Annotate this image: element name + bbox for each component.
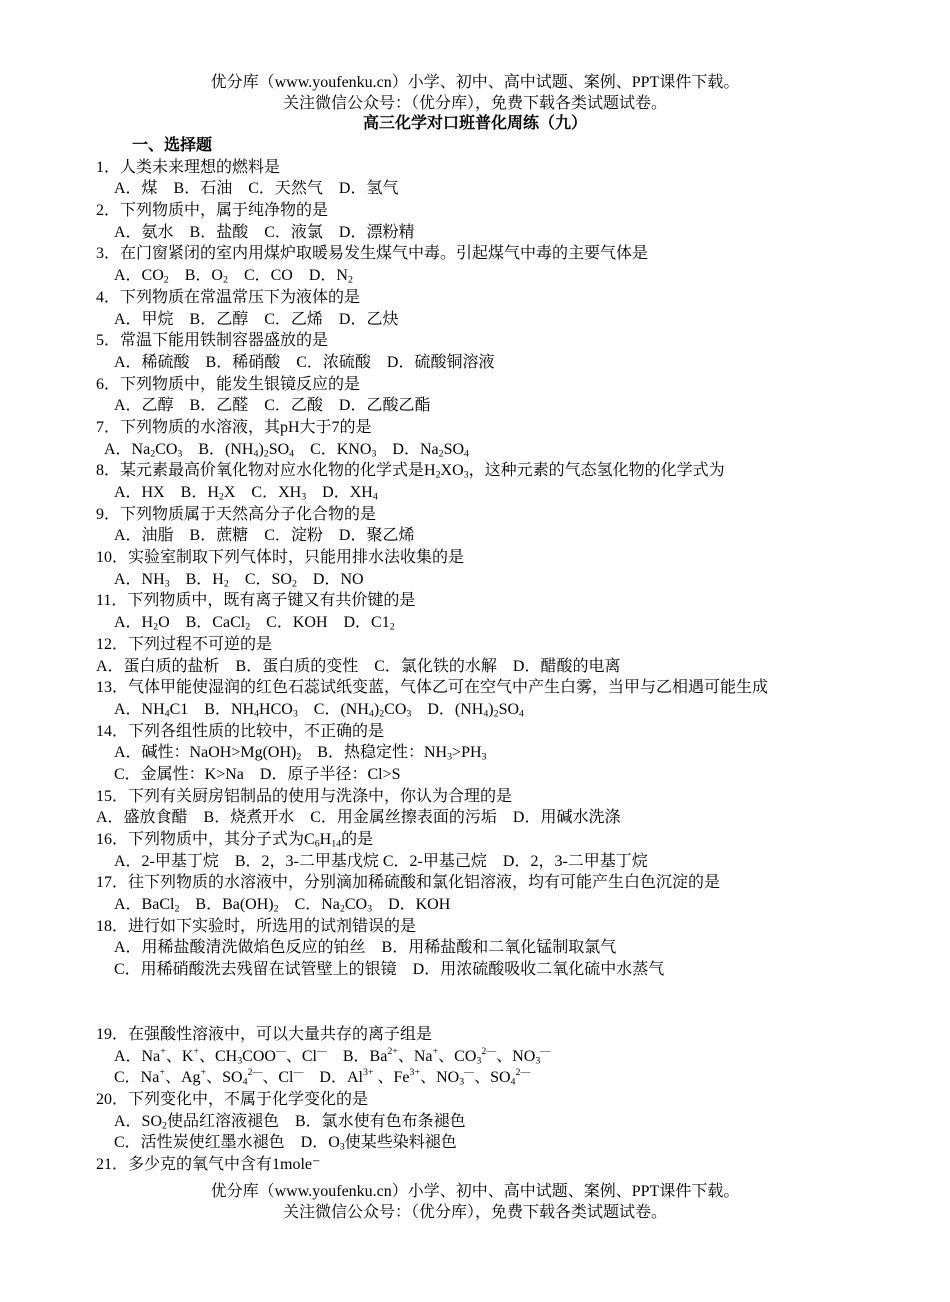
question-17-options: A．BaCl$_2$ B．$Ba(OH)_2$ C．$Na_2CO_3$ D．KOH bbox=[114, 896, 451, 915]
question-7: 7．下列物质的水溶液，其pH大于7的是 bbox=[96, 418, 372, 436]
question-18: 18．进行如下实验时，所选用的试剂错误的是 bbox=[96, 917, 417, 935]
question-14: 14．下列各组性质的比较中，不正确的是 bbox=[96, 722, 385, 740]
blank-gap bbox=[96, 981, 916, 1024]
question-10-options: A．$NH_3$ B．$H_2$ C．$SO_2$ D．NO bbox=[114, 570, 364, 590]
question-9-options: A．油脂 B．蔗糖 C．淀粉 D．聚乙烯 bbox=[114, 527, 415, 545]
question-8-options: A．HX B．$H_2X$ C．$XH_3$ D．$XH_4$ bbox=[114, 484, 378, 503]
question-8: 8．某元素最高价氧化物对应水化物的化学式是$H_2XO_3$，这种元素的气态氢化物的化学式为 bbox=[96, 462, 725, 481]
question-18-options-2: C．用稀硝酸洗去残留在试管壁上的银镜 D．用浓硫酸吸收二氧化硫中水蒸气 bbox=[114, 961, 665, 979]
question-2: 2．下列物质中，属于纯净物的是 bbox=[96, 202, 329, 220]
question-20-options-2: C．活性炭使红墨水褪色 D．$O_3$使某些染料褪色 bbox=[114, 1134, 457, 1153]
question-6: 6．下列物质中，能发生银镜反应的是 bbox=[96, 375, 361, 393]
page-footer bbox=[0, 1181, 950, 1223]
question-15: 15．下列有关厨房铝制品的使用与洗涤中，你认为合理的是 bbox=[96, 787, 513, 805]
question-9: 9．下列物质属于天然高分子化合物的是 bbox=[96, 505, 377, 523]
question-5: 5．常温下能用铁制容器盛放的是 bbox=[96, 332, 329, 350]
question-19-options-2: C．Na+、Ag+、$SO_4^{2—}$、Cl— D．$Al^{3+}$ 、$Fe^{3+}$、$NO_3^—$、$SO_4^{2—}$ bbox=[114, 1067, 531, 1088]
question-17: 17．往下列物质的水溶液中，分别滴加稀硫酸和氯化铝溶液，均有可能产生白色沉淀的是 bbox=[96, 874, 721, 892]
question-12-options: A．蛋白质的盐析 B．蛋白质的变性 C．氯化铁的水解 D．醋酸的电离 bbox=[96, 657, 621, 675]
page-header bbox=[0, 72, 950, 114]
question-10: 10．实验室制取下列气体时，只能用排水法收集的是 bbox=[96, 549, 465, 567]
question-1-options: A．煤 B．石油 C．天然气 D．氢气 bbox=[114, 180, 399, 198]
question-19: 19．在强酸性溶液中，可以大量共存的离子组是 bbox=[96, 1025, 433, 1043]
question-list bbox=[96, 135, 916, 1176]
section-heading: 一、选择题 bbox=[132, 137, 213, 154]
question-4: 4．下列物质在常温常压下为液体的是 bbox=[96, 288, 361, 306]
question-19-options-1: A．Na+、K+、$CH_3COO^—$、Cl— B．$Ba^{2+}$、Na+、$CO_3^{2—}$、$NO_3^—$ bbox=[114, 1045, 551, 1066]
footer-line-1: 优分库（www.youfenku.cn）小学、初中、高中试题、案例、PPT课件下载。 bbox=[210, 1183, 740, 1200]
question-3-options: A．$CO_2$ B．$O_2$ C．CO D．$N_2$ bbox=[114, 267, 353, 286]
question-14-options-1: A．碱性：$NaOH>Mg(OH)_2$ B．热稳定性：$NH_3>PH_3$ bbox=[114, 744, 487, 763]
page-title: 高三化学对口班普化周练（九） bbox=[362, 115, 587, 132]
question-5-options: A．稀硫酸 B．稀硝酸 C．浓硫酸 D．硫酸铜溶液 bbox=[114, 353, 495, 371]
question-12: 12．下列过程不可逆的是 bbox=[96, 635, 273, 653]
question-11: 11．下列物质中，既有离子键又有共价键的是 bbox=[96, 592, 416, 610]
question-16-options: A．2-甲基丁烷 B．2，3-二甲基戊烷 C．2-甲基己烷 D．2，3-二甲基丁烷 bbox=[114, 852, 648, 870]
question-20: 20．下列变化中，不属于化学变化的是 bbox=[96, 1090, 369, 1108]
question-20-options-1: A．$SO_2$使品红溶液褪色 B．氯水使有色布条褪色 bbox=[114, 1112, 466, 1132]
question-1: 1．人类未来理想的燃料是 bbox=[96, 158, 281, 176]
question-6-options: A．乙醇 B．乙醛 C．乙酸 D．乙酸乙酯 bbox=[114, 397, 431, 415]
question-7-options: A．$Na_2CO_3$ B．$(NH_4)_2SO_4$ C．$KNO_3$ D．$Na_2SO_4$ bbox=[104, 440, 469, 460]
question-16: 16．下列物质中，其分子式为$C_6H_{14}$的是 bbox=[96, 831, 374, 850]
question-3: 3．在门窗紧闭的室内用煤炉取暖易发生煤气中毒。引起煤气中毒的主要气体是 bbox=[96, 245, 649, 263]
question-2-options: A．氨水 B．盐酸 C．液氯 D．漂粉精 bbox=[114, 223, 415, 241]
question-4-options: A．甲烷 B．乙醇 C．乙烯 D．乙炔 bbox=[114, 310, 399, 328]
question-21: 21．多少克的氧气中含有1mole⁻ bbox=[96, 1155, 321, 1173]
question-11-options: A．$H_2O$ B．CaCl$_2$ C．KOH D．$C1_2$ bbox=[114, 614, 395, 633]
question-14-options-2: C．金属性：K>Na D．原子半径：Cl>S bbox=[114, 765, 401, 783]
question-15-options: A．盛放食醋 B．烧煮开水 C．用金属丝擦表面的污垢 D．用碱水洗涤 bbox=[96, 809, 621, 827]
header-line-1: 优分库（www.youfenku.cn）小学、初中、高中试题、案例、PPT课件下载。 bbox=[210, 74, 740, 91]
question-13-options: A．$NH_4C1$ B．$NH_4HCO_3$ C．$(NH_4)_2CO_3$ D．$(NH_4)_2SO_4$ bbox=[114, 700, 524, 720]
question-18-options-1: A．用稀盐酸清洗做焰色反应的铂丝 B．用稀盐酸和二氧化锰制取氯气 bbox=[114, 939, 617, 957]
header-line-2: 关注微信公众号：（优分库），免费下载各类试题试卷。 bbox=[282, 95, 667, 112]
footer-line-2: 关注微信公众号：（优分库），免费下载各类试题试卷。 bbox=[282, 1204, 667, 1221]
question-13: 13．气体甲能使湿润的红色石蕊试纸变蓝，气体乙可在空气中产生白雾，当甲与乙相遇可能生成 bbox=[96, 679, 769, 697]
